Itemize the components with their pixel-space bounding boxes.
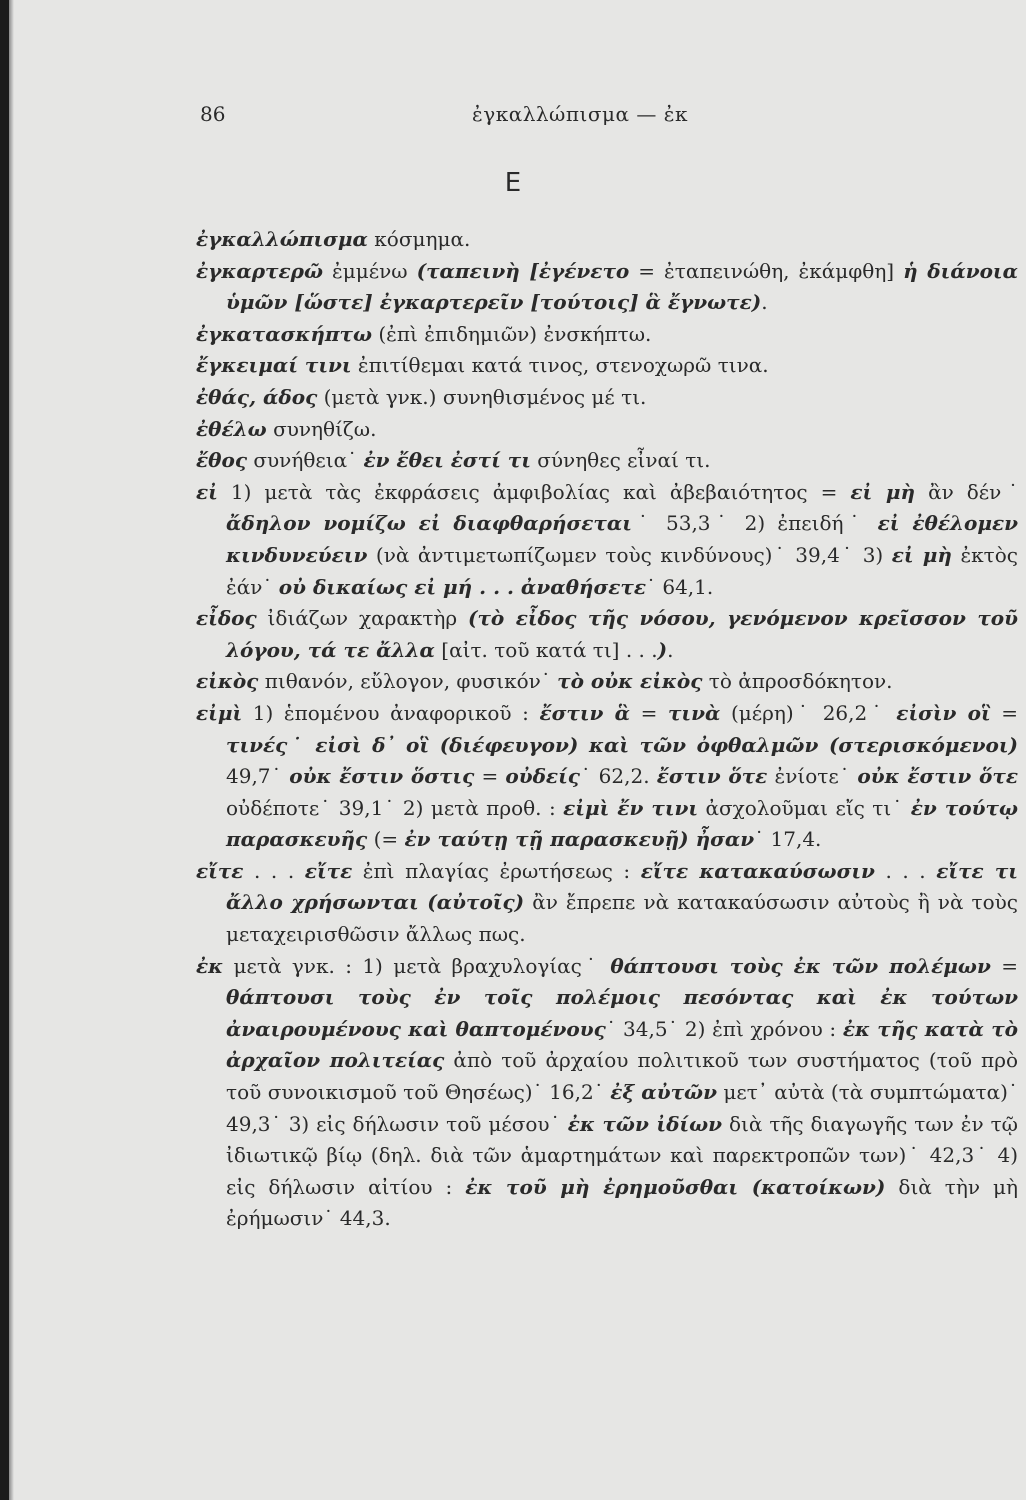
- quoted-phrase: ἐκ τῆς κατὰ τὸ ἀρχαῖον πολιτείας: [226, 1016, 1019, 1073]
- quoted-phrase: ἐν ἔθει ἐστί τι: [363, 448, 531, 473]
- dictionary-entry: [196, 224, 1018, 256]
- definition-text: 1) ἑπομένου ἀναφορικοῦ :: [242, 700, 540, 725]
- definition-text: ˙ 62,2.: [579, 764, 657, 789]
- dictionary-entry: [196, 603, 1018, 666]
- running-head: [200, 102, 960, 136]
- definition-text: συνηθίζω.: [266, 416, 377, 441]
- quoted-phrase: ἄδηλον νομίζω εἰ διαφθαρήσεται: [226, 511, 632, 536]
- page-number: 86: [200, 102, 226, 126]
- quoted-phrase: εἴτε: [304, 858, 353, 883]
- quoted-phrase: εἰ μὴ: [850, 479, 916, 504]
- quoted-phrase: εἴτε τι ἄλλο χρήσωνται (αὐτοῖς): [226, 858, 1018, 915]
- dictionary-entry: [196, 382, 1018, 414]
- quoted-phrase: τινές˙ εἰσὶ δ᾽ οἳ (διέφευγον) καὶ τῶν ὀφθαλμῶν (στερισκόμενοι): [226, 732, 1018, 757]
- scan-left-border: [0, 0, 9, 1500]
- quoted-phrase: εἰμὶ ἔν τινι: [563, 795, 699, 820]
- quoted-phrase: οὐκ ἔστιν ὅτε: [857, 764, 1018, 789]
- entry-headword: ἐγκαρτερῶ: [196, 258, 324, 283]
- definition-text: ἀσχολοῦμαι εἴς τι˙: [698, 795, 911, 820]
- quoted-phrase: ἐν τούτῳ παρασκευῆς: [226, 795, 1019, 852]
- definition-text: (=: [367, 827, 405, 852]
- dictionary-entry: [196, 477, 1018, 603]
- entry-headword: εἰ: [196, 479, 218, 504]
- running-head-title: ἐγκαλλώπισμα — ἐκ: [472, 102, 688, 126]
- definition-text: [αἰτ. τοῦ κατά τι] . . .: [434, 637, 658, 662]
- definition-text: ˙ 53,3˙ 2) ἐπειδή˙: [631, 511, 878, 536]
- dictionary-entry: [196, 414, 1018, 446]
- dictionary-entry: [196, 256, 1018, 319]
- dictionary-entries: [196, 224, 1018, 1235]
- definition-text: ἰδιάζων χαρακτὴρ: [256, 606, 468, 631]
- definition-text: ἐμμένω: [323, 258, 417, 283]
- definition-text: . . .: [243, 858, 305, 883]
- definition-text: .: [761, 290, 768, 315]
- quoted-phrase: οὐδείς: [505, 764, 580, 789]
- dictionary-entry: [196, 445, 1018, 477]
- dictionary-entry: [196, 666, 1018, 698]
- definition-text: =: [474, 764, 506, 789]
- dictionary-entry: [196, 856, 1018, 951]
- definition-text: κόσμημα.: [367, 227, 471, 251]
- entry-headword: ἔγκειμαί τινι: [196, 353, 352, 378]
- definition-text: ἀπὸ τοῦ ἀρχαίου πολιτικοῦ των συστήματος (τοῦ πρὸ τοῦ συνοικισμοῦ τοῦ Θησέως)˙ 16,2˙: [226, 1048, 1018, 1105]
- quoted-phrase: οὐ δικαίως εἰ μή . . . ἀναθήσετε: [278, 574, 646, 599]
- quoted-phrase: τινὰ: [667, 700, 721, 725]
- definition-text: =: [990, 953, 1019, 978]
- definition-text: ἐπὶ πλαγίας ἐρωτήσεως :: [352, 858, 641, 883]
- definition-text: (ἐπὶ ἐπιδημιῶν) ἐνσκήπτω.: [372, 321, 652, 346]
- definition-text: = ἐταπεινώθη, ἐκάμφθη]: [629, 258, 904, 283]
- entry-headword: ἐθέλω: [196, 416, 267, 441]
- quoted-phrase: ἔστιν ὅτε: [656, 764, 768, 789]
- definition-text: (μέρη)˙ 26,2˙: [720, 700, 897, 725]
- dictionary-entry: [196, 350, 1018, 382]
- quoted-phrase: ἐν ταύτῃ τῇ παρασκευῇ) ἦσαν: [404, 827, 755, 852]
- entry-headword: ἔθος: [196, 448, 248, 473]
- quoted-phrase: ἔστιν ἃ: [539, 700, 631, 725]
- scan-border-shadow: [9, 0, 14, 1500]
- definition-text: σύνηθες εἶναί τι.: [530, 448, 711, 473]
- definition-text: πιθανόν, εὔλογον, φυσικόν˙: [258, 669, 558, 694]
- definition-text: ˙ 17,4.: [754, 827, 822, 852]
- entry-headword: εἴτε: [196, 858, 244, 883]
- quoted-phrase: ἐκ τῶν ἰδίων: [567, 1111, 723, 1136]
- definition-text: 1) μετὰ τὰς ἐκφράσεις ἀμφιβολίας καὶ ἀβεβαιότητος =: [217, 479, 851, 504]
- definition-text: τὸ ἀπροσδόκητον.: [702, 669, 893, 694]
- entry-headword: εἶδος: [196, 606, 257, 631]
- definition-text: ἂν δέν˙: [915, 479, 1018, 504]
- definition-text: διὰ τὴν μὴ ἐρήμωσιν˙ 44,3.: [226, 1174, 1018, 1231]
- definition-text: ἐνίοτε˙: [767, 764, 858, 789]
- definition-text: συνήθεια˙: [247, 448, 364, 473]
- entry-headword: ἐθάς, άδος: [196, 384, 318, 409]
- definition-text: .: [667, 637, 674, 662]
- quoted-phrase: τὸ οὐκ εἰκὸς: [557, 669, 703, 694]
- definition-text: μετ᾽ αὐτὰ (τὰ συμπτώματα)˙ 49,3˙ 3) εἰς δήλωσιν τοῦ μέσου˙: [226, 1080, 1018, 1136]
- definition-text: οὐδέποτε˙ 39,1˙ 2) μετὰ προθ. :: [226, 795, 564, 820]
- definition-text: ἐπιτίθεμαι κατά τινος, στενοχωρῶ τινα.: [351, 353, 769, 378]
- definition-text: (μετὰ γνκ.) συνηθισμένος μέ τι.: [317, 384, 647, 409]
- quoted-phrase: εἴτε κατακαύσωσιν: [640, 858, 875, 883]
- quoted-phrase: εἰσὶν οἳ: [896, 700, 991, 725]
- quoted-phrase: θάπτουσι τοὺς ἐν τοῖς πολέμοις πεσόντας καὶ ἐκ τούτων ἀναιρουμένους καὶ θαπτομένους: [226, 985, 1018, 1041]
- dictionary-entry: [196, 319, 1018, 351]
- definition-text: ˙ 64,1.: [645, 574, 714, 599]
- definition-text: (νὰ ἀντιμετωπίζωμεν τοὺς κινδύνους)˙ 39,4˙ 3): [367, 542, 892, 567]
- definition-text: 49,7˙: [226, 764, 290, 789]
- quoted-phrase: εἰ ἐθέλομεν κινδυνεύειν: [226, 511, 1019, 567]
- section-letter: Ε: [504, 168, 522, 198]
- entry-headword: ἐκ: [196, 953, 224, 978]
- dictionary-entry: [196, 951, 1018, 1235]
- definition-text: ἂν ἔπρεπε νὰ κατακαύσωσιν αὐτοὺς ἢ νὰ τοὺς μεταχειρισθῶσιν ἄλλως πως.: [226, 890, 1018, 947]
- definition-text: . . .: [874, 858, 937, 883]
- entry-headword: ἐγκαλλώπισμα: [196, 227, 368, 251]
- definition-text: διὰ τῆς διαγωγῆς των ἐν τῷ ἰδιωτικῷ βίῳ (δηλ. διὰ τῶν ἁμαρτημάτων καὶ παρεκτροπῶν των)˙ 42,3˙ 4) εἰς δήλωσιν αἰτίου :: [226, 1111, 1018, 1199]
- quoted-phrase: (τὸ εἶδος τῆς νόσου, γενόμενον κρεῖσσον τοῦ λόγου, τά τε ἄλλα: [226, 606, 1018, 662]
- definition-text: ἐκτὸς ἐάν˙: [226, 542, 1018, 599]
- definition-text: μετὰ γνκ. : 1) μετὰ βραχυλογίας˙: [223, 953, 611, 978]
- quoted-phrase: οὐκ ἔστιν ὅστις: [289, 764, 475, 789]
- quoted-phrase: ἐξ αὐτῶν: [610, 1080, 717, 1105]
- quoted-phrase: ἐκ τοῦ μὴ ἐρημοῦσθαι (κατοίκων): [465, 1174, 886, 1199]
- definition-text: =: [990, 700, 1018, 725]
- quoted-phrase: εἰ μὴ: [891, 542, 952, 567]
- entry-headword: εἰμὶ: [196, 700, 243, 725]
- quoted-phrase: (ταπεινὴ [ἐγένετο: [416, 258, 630, 283]
- entry-headword: ἐγκατασκήπτω: [196, 321, 373, 346]
- definition-text: ˙ 34,5˙ 2) ἐπὶ χρόνου :: [605, 1016, 843, 1041]
- quoted-phrase: θάπτουσι τοὺς ἐκ τῶν πολέμων: [610, 953, 991, 978]
- quoted-phrase: ἡ διάνοια ὑμῶν [ὥστε] ἐγκαρτερεῖν [τούτοις] ἃ ἔγνωτε): [226, 258, 1018, 315]
- quoted-phrase: ): [657, 637, 668, 662]
- entry-headword: εἰκὸς: [196, 669, 259, 694]
- dictionary-entry: [196, 698, 1018, 856]
- definition-text: =: [630, 700, 668, 725]
